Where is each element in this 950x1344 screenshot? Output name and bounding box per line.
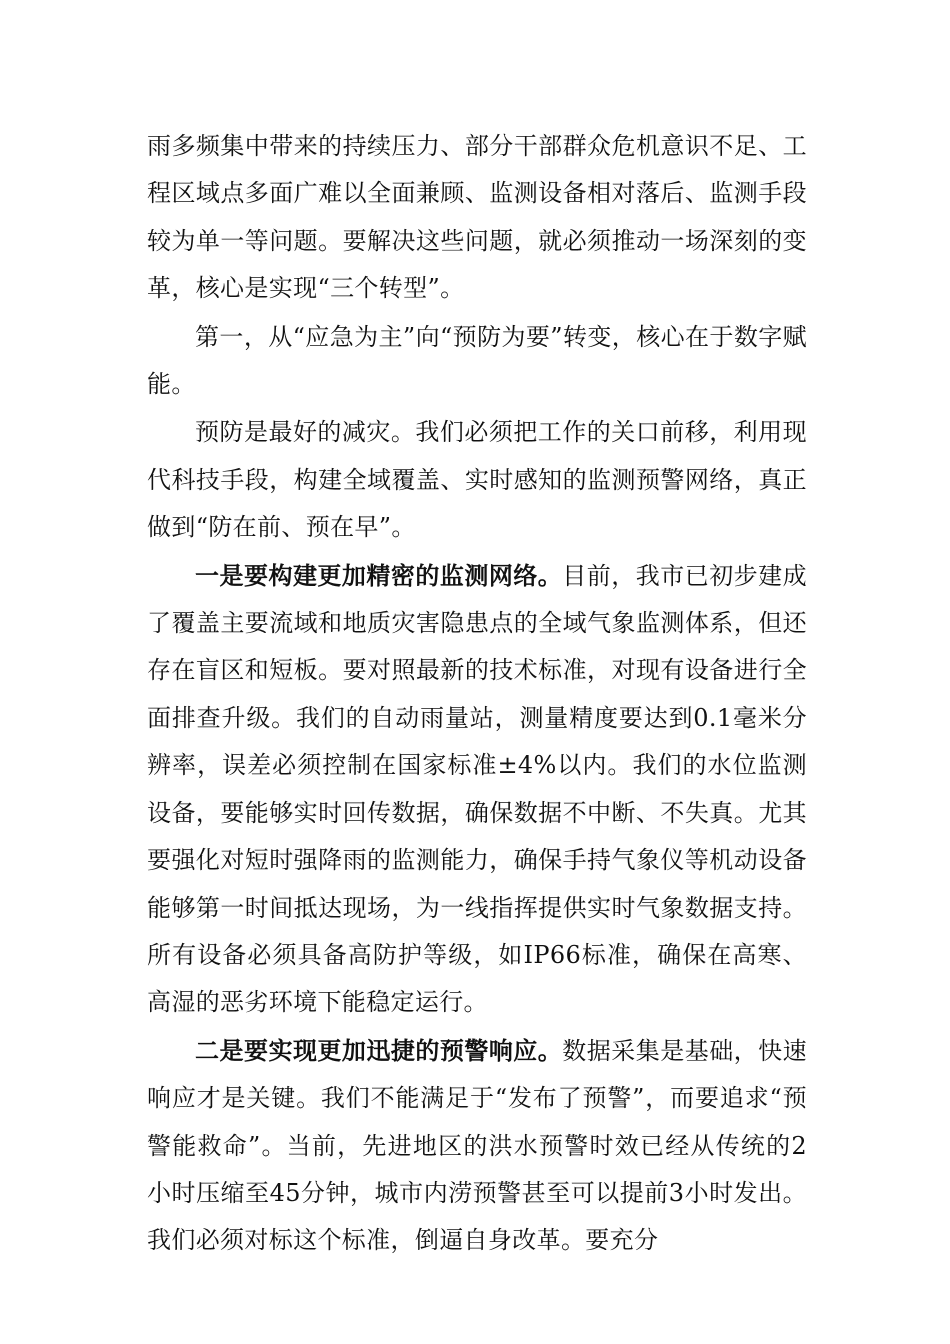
document-body xyxy=(147,122,807,1265)
paragraph-continuation xyxy=(147,122,807,313)
paragraph-warning-response xyxy=(147,1027,807,1265)
paragraph-text: 第一，从“应急为主”向“预防为要”转变，核心在于数字赋能。 xyxy=(147,322,807,399)
paragraph-text: 数据采集是基础，快速响应才是关键。我们不能满足于“发布了预警”，而要追求“预警能救命”。当前，先进地区的洪水预警时效已经从传统的2小时压缩至45分钟，城市内涝预警甚至可以提前3小时发出。我们必须对标这个标准，倒逼自身改革。要充分 xyxy=(147,1036,807,1255)
paragraph-monitoring-network xyxy=(147,552,807,1027)
paragraph-prevention xyxy=(147,408,807,551)
paragraph-lead: 二是要实现更加迅捷的预警响应。 xyxy=(195,1035,563,1065)
paragraph-text: 雨多频集中带来的持续压力、部分干部群众危机意识不足、工程区域点多面广难以全面兼顾、监测设备相对落后、监测手段较为单一等问题。要解决这些问题，就必须推动一场深刻的变革，核心是实现“三个转型”。 xyxy=(147,132,807,303)
paragraph-text: 预防是最好的减灾。我们必须把工作的关口前移，利用现代科技手段，构建全域覆盖、实时感知的监测预警网络，真正做到“防在前、预在早”。 xyxy=(147,418,807,542)
paragraph-lead: 一是要构建更加精密的监测网络。 xyxy=(195,560,563,590)
paragraph-heading-first xyxy=(147,313,807,409)
paragraph-text: 目前，我市已初步建成了覆盖主要流域和地质灾害隐患点的全域气象监测体系，但还存在盲区和短板。要对照最新的技术标准，对现有设备进行全面排查升级。我们的自动雨量站，测量精度要达到0.1毫米分辨率，误差必须控制在国家标准±4%以内。我们的水位监测设备，要能够实时回传数据，确保数据不中断、不失真。尤其要强化对短时强降雨的监测能力，确保手持气象仪等机动设备能够第一时间抵达现场，为一线指挥提供实时气象数据支持。所有设备必须具备高防护等级，如IP66标准，确保在高寒、高湿的恶劣环境下能稳定运行。 xyxy=(147,561,807,1017)
